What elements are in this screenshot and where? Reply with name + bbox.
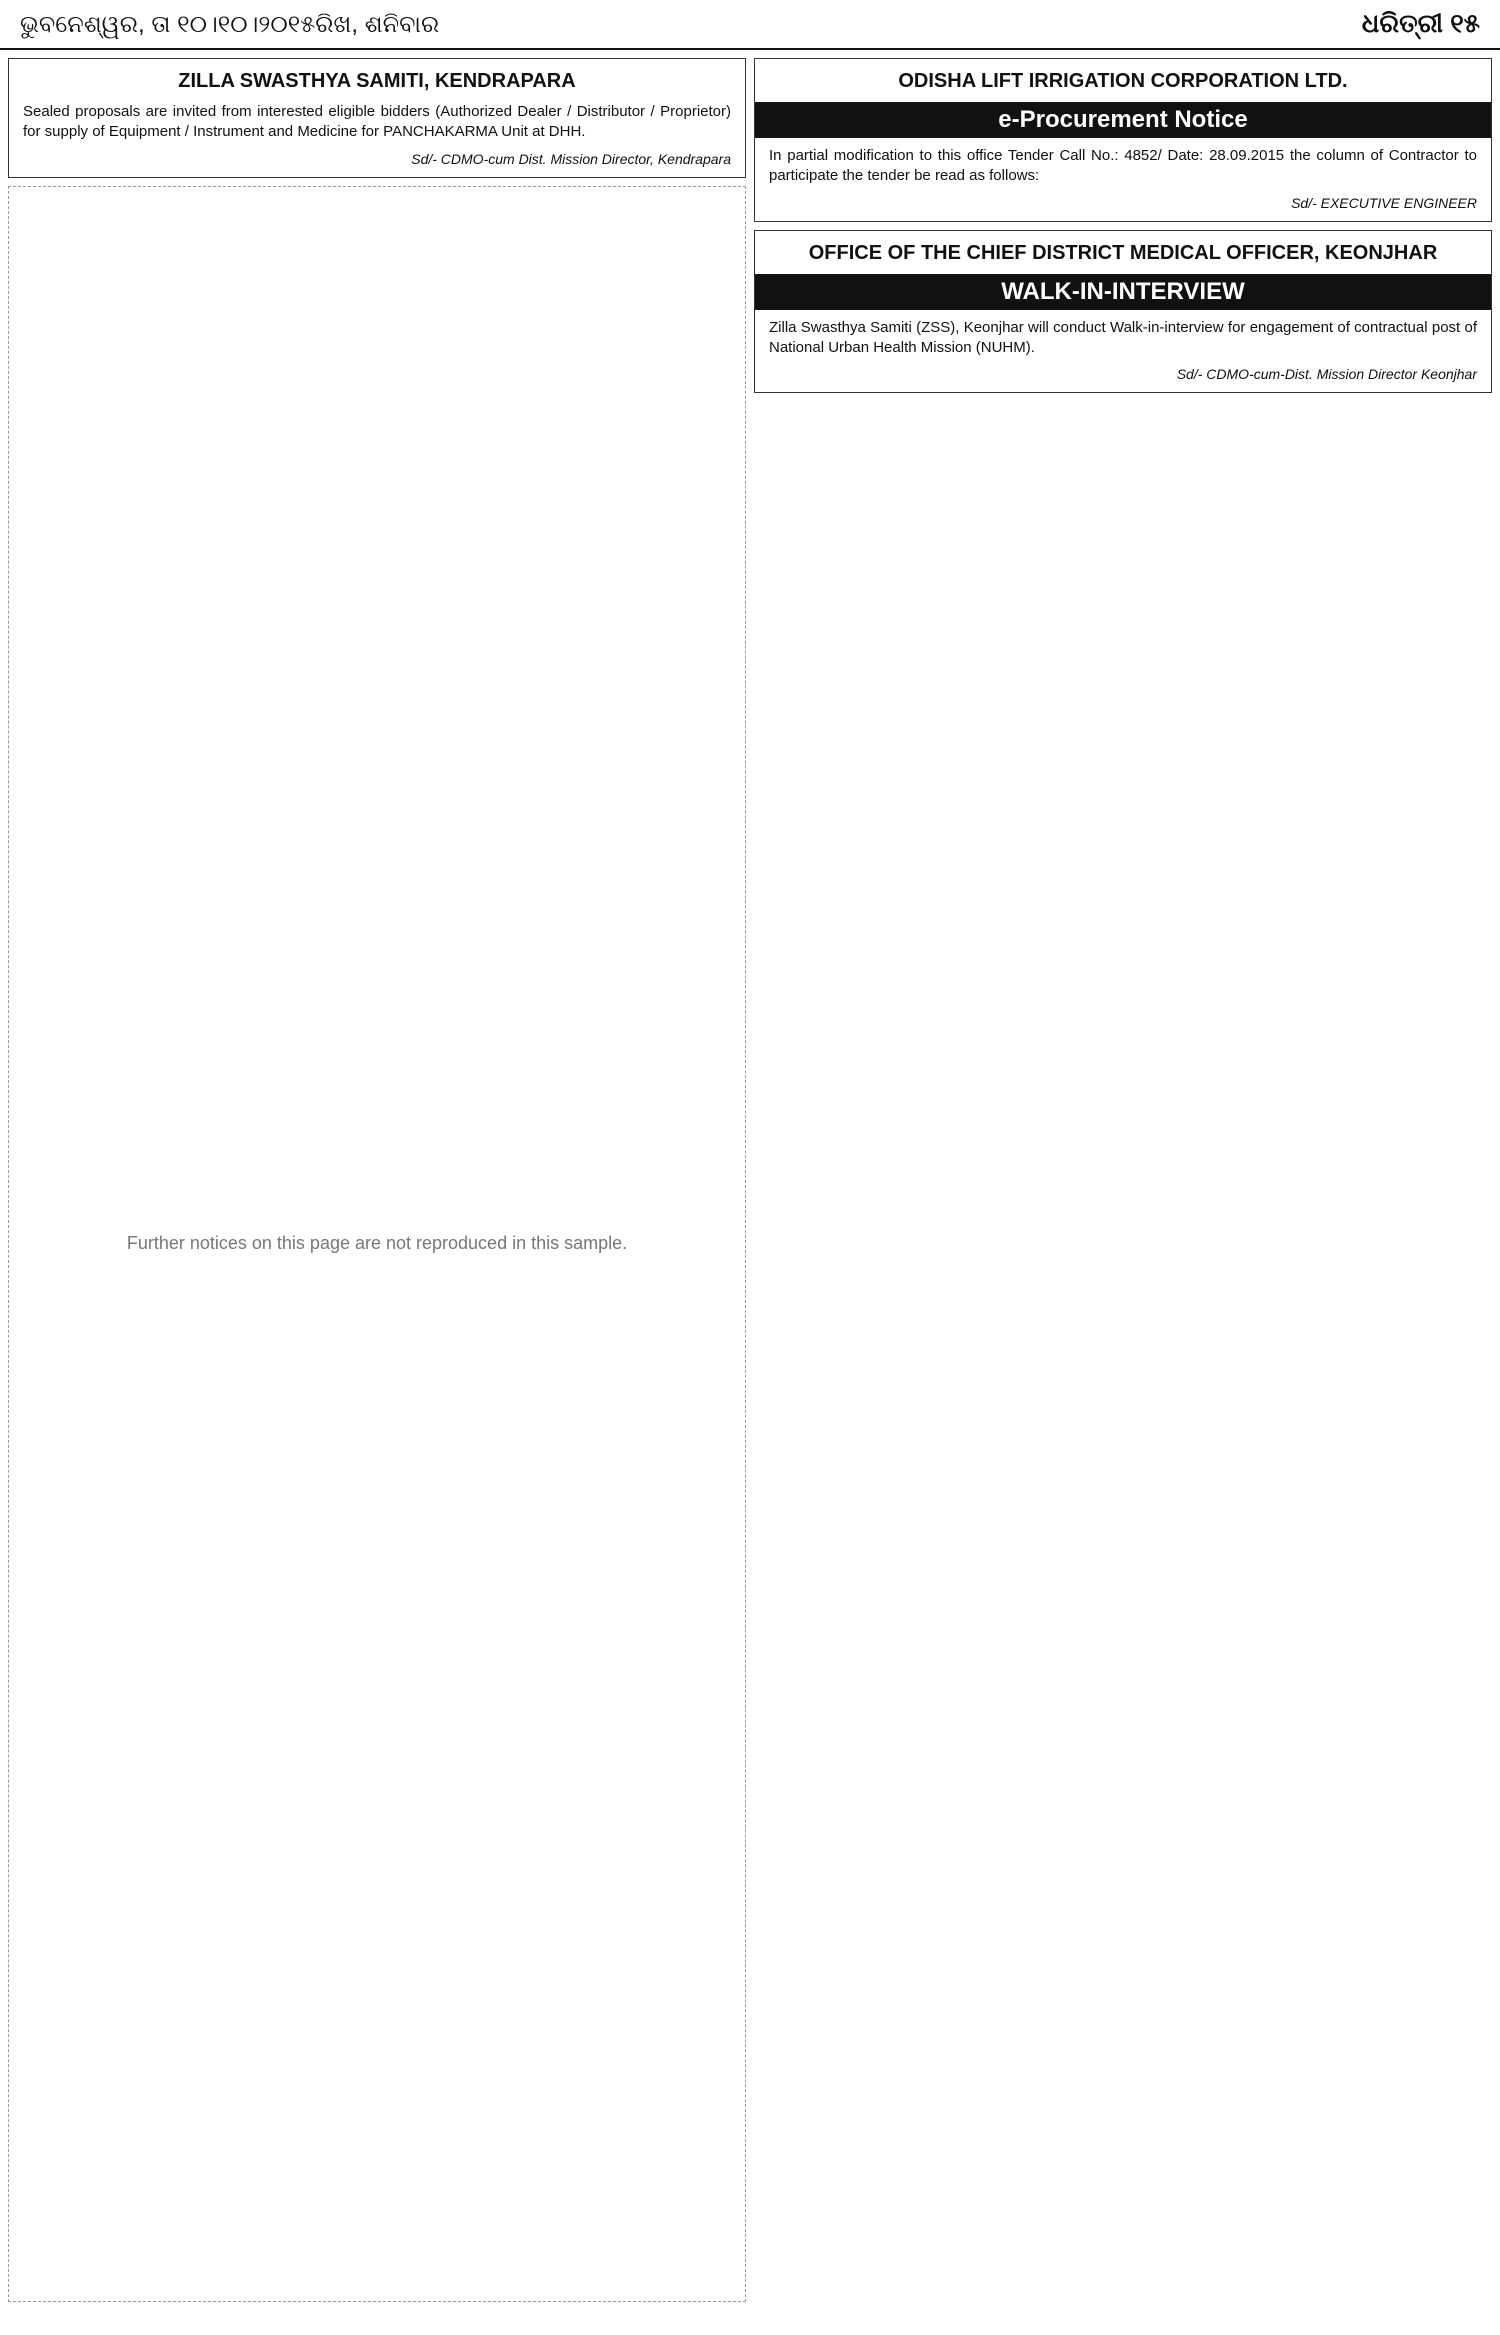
notice-signature: Sd/- EXECUTIVE ENGINEER (1291, 194, 1477, 211)
notice-zss-kendrapara (8, 58, 746, 178)
notice-title: ZILLA SWASTHYA SAMITI, KENDRAPARA (178, 70, 576, 92)
notice-body: In partial modification to this office Tender Call No.: 4852/ Date: 28.09.2015 the column of Contractor to participate the tender be read as follows: (769, 147, 1477, 185)
rest-placeholder: Further notices on this page are not reproduced in this sample. (8, 186, 746, 2303)
notice-signature: Sd/- CDMO-cum Dist. Mission Director, Kendrapara (411, 150, 731, 167)
notice-banner: e-Procurement Notice (755, 102, 1491, 138)
masthead (0, 0, 1500, 50)
notice-signature: Sd/- CDMO-cum-Dist. Mission Director Keonjhar (1176, 366, 1477, 382)
notice-lift-irrigation (754, 58, 1492, 222)
page-number: ଧରିତ୍ରୀ ୧୫ (1361, 8, 1480, 38)
dateline: ଭୁବନେଶ୍ୱର, ତା ୧୦।୧୦।୨୦୧୫ରିଖ, ଶନିବାର (20, 11, 440, 38)
notice-body: Sealed proposals are invited from interested eligible bidders (Authorized Dealer / Distributor / Proprietor) for supply of Equipment / Instrument and Medicine for PANCHAKARMA Unit at DHH. (23, 103, 731, 141)
notice-title: OFFICE OF THE CHIEF DISTRICT MEDICAL OFFICER, KEONJHAR (808, 241, 1438, 264)
notice-body: Zilla Swasthya Samiti (ZSS), Keonjhar will conduct Walk-in-interview for engagement of contractual post of National Urban Health Mission (NUHM). (769, 318, 1477, 356)
notice-title: ODISHA LIFT IRRIGATION CORPORATION LTD. (898, 70, 1348, 92)
notice-banner: WALK-IN-INTERVIEW (755, 274, 1491, 310)
notice-cdmo-keonjhar (754, 230, 1492, 394)
